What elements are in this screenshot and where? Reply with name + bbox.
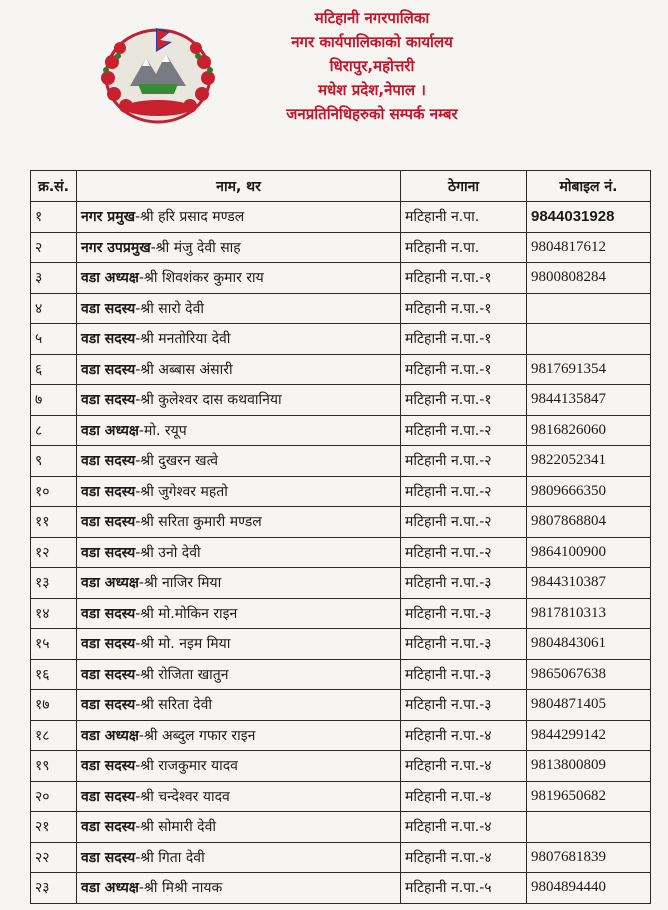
row-address-cell: मटिहानी न.पा.-२ <box>401 446 527 477</box>
row-mobile-cell: 9822052341 <box>527 446 651 477</box>
row-name-cell <box>77 263 401 294</box>
column-header-name: नाम, थर <box>77 171 401 202</box>
person-name: -श्री जुगेश्वर महतो <box>135 483 228 500</box>
row-mobile-cell: 9865067638 <box>527 659 651 690</box>
table-row <box>31 598 651 629</box>
person-name: -श्री हरि प्रसाद मण्डल <box>135 209 245 226</box>
person-name: -श्री मो. नइम मिया <box>135 636 231 653</box>
office-heading <box>232 6 512 126</box>
row-serial-number: ११ <box>31 507 77 538</box>
role-label: नगर उपप्रमुख <box>81 239 151 256</box>
person-name: -श्री सोमारी देवी <box>135 819 217 836</box>
person-name: -श्री अब्बास अंसारी <box>135 361 233 378</box>
row-address-cell: मटिहानी न.पा.-२ <box>401 537 527 568</box>
person-name: -श्री मिश्री नायक <box>138 880 223 897</box>
row-name-cell <box>77 415 401 446</box>
role-label: वडा अध्यक्ष <box>81 727 139 744</box>
row-serial-number: २३ <box>31 873 77 904</box>
row-address-cell: मटिहानी न.पा.-३ <box>401 598 527 629</box>
row-mobile-cell: 9817691354 <box>527 354 651 385</box>
person-name: -श्री दुखरन खत्वे <box>135 453 219 470</box>
column-header-mobile: मोबाइल नं. <box>527 171 651 202</box>
row-serial-number: १९ <box>31 751 77 782</box>
row-serial-number: २० <box>31 781 77 812</box>
row-address-cell: मटिहानी न.पा.-४ <box>401 812 527 843</box>
row-name-cell <box>77 537 401 568</box>
person-name: -श्री राजकुमार यादव <box>135 758 238 775</box>
row-address-cell: मटिहानी न.पा.-१ <box>401 354 527 385</box>
role-label: नगर प्रमुख <box>81 209 136 226</box>
row-name-cell <box>77 842 401 873</box>
table-row <box>31 690 651 721</box>
table-row <box>31 354 651 385</box>
row-mobile-cell: 9816826060 <box>527 415 651 446</box>
row-mobile-cell: 9844310387 <box>527 568 651 599</box>
table-row <box>31 629 651 660</box>
row-name-cell <box>77 690 401 721</box>
person-name: -श्री मो.मोकिन राइन <box>135 605 238 622</box>
role-label: वडा सदस्य <box>81 544 136 561</box>
office-name: नगर कार्यपालिकाको कार्यालय <box>291 33 453 51</box>
role-label: वडा सदस्य <box>81 758 136 775</box>
table-row <box>31 202 651 233</box>
row-address-cell: मटिहानी न.पा.-२ <box>401 476 527 507</box>
row-mobile-cell: 9817810313 <box>527 598 651 629</box>
row-address-cell: मटिहानी न.पा.-३ <box>401 690 527 721</box>
contact-table <box>30 170 651 904</box>
role-label: वडा सदस्य <box>81 697 136 714</box>
row-name-cell <box>77 629 401 660</box>
row-address-cell: मटिहानी न.पा.-४ <box>401 781 527 812</box>
row-name-cell <box>77 232 401 263</box>
person-name: -श्री अब्दुल गफार राइन <box>138 727 256 744</box>
nepal-emblem-icon <box>98 22 218 126</box>
role-label: वडा अध्यक्ष <box>81 880 139 897</box>
row-name-cell <box>77 720 401 751</box>
row-serial-number: २ <box>31 232 77 263</box>
person-name: -श्री सरिता देवी <box>135 697 213 714</box>
row-serial-number: १४ <box>31 598 77 629</box>
row-serial-number: १२ <box>31 537 77 568</box>
row-serial-number: ८ <box>31 415 77 446</box>
role-label: वडा सदस्य <box>81 514 136 531</box>
table-row <box>31 537 651 568</box>
row-address-cell: मटिहानी न.पा.-१ <box>401 324 527 355</box>
row-address-cell: मटिहानी न.पा.-४ <box>401 720 527 751</box>
row-serial-number: १८ <box>31 720 77 751</box>
table-row <box>31 385 651 416</box>
row-name-cell <box>77 324 401 355</box>
row-name-cell <box>77 873 401 904</box>
row-serial-number: १३ <box>31 568 77 599</box>
person-name: -श्री रोजिता खातुन <box>135 666 229 683</box>
role-label: वडा सदस्य <box>81 605 136 622</box>
person-name: -श्री कुलेश्वर दास कथवानिया <box>135 392 282 409</box>
table-row <box>31 446 651 477</box>
table-row <box>31 842 651 873</box>
table-row <box>31 293 651 324</box>
role-label: वडा सदस्य <box>81 483 136 500</box>
row-address-cell: मटिहानी न.पा.-१ <box>401 385 527 416</box>
row-mobile-cell: 9807868804 <box>527 507 651 538</box>
table-row <box>31 232 651 263</box>
row-name-cell <box>77 568 401 599</box>
role-label: वडा सदस्य <box>81 819 136 836</box>
row-mobile-cell: 9807681839 <box>527 842 651 873</box>
person-name: -श्री शिवशंकर कुमार राय <box>138 270 264 287</box>
row-serial-number: ७ <box>31 385 77 416</box>
row-name-cell <box>77 598 401 629</box>
row-mobile-cell: 9804843061 <box>527 629 651 660</box>
row-name-cell <box>77 476 401 507</box>
row-serial-number: ९ <box>31 446 77 477</box>
row-mobile-cell: 9813800809 <box>527 751 651 782</box>
row-serial-number: २२ <box>31 842 77 873</box>
role-label: वडा सदस्य <box>81 636 136 653</box>
row-mobile-cell: 9844031928 <box>527 202 651 233</box>
row-mobile-cell: 9864100900 <box>527 537 651 568</box>
province-country: मधेश प्रदेश,नेपाल । <box>318 81 426 99</box>
row-serial-number: २१ <box>31 812 77 843</box>
row-mobile-cell: 9809666350 <box>527 476 651 507</box>
municipality-name: मटिहानी नगरपालिका <box>314 9 430 27</box>
person-name: -श्री नाजिर मिया <box>138 575 222 592</box>
row-mobile-cell: 9804894440 <box>527 873 651 904</box>
table-row <box>31 781 651 812</box>
table-row <box>31 324 651 355</box>
person-name: -मो. रयूप <box>138 422 187 439</box>
row-mobile-cell <box>527 293 651 324</box>
role-label: वडा सदस्य <box>81 666 136 683</box>
row-serial-number: १६ <box>31 659 77 690</box>
person-name: -श्री उनो देवी <box>135 544 201 561</box>
role-label: वडा सदस्य <box>81 392 136 409</box>
table-row <box>31 751 651 782</box>
role-label: वडा सदस्य <box>81 300 136 317</box>
row-address-cell: मटिहानी न.पा.-४ <box>401 842 527 873</box>
row-serial-number: १५ <box>31 629 77 660</box>
table-row <box>31 507 651 538</box>
table-row <box>31 415 651 446</box>
table-row <box>31 812 651 843</box>
row-mobile-cell: 9800808284 <box>527 263 651 294</box>
table-row <box>31 659 651 690</box>
table-header-row <box>31 171 651 202</box>
row-mobile-cell: 9844299142 <box>527 720 651 751</box>
row-serial-number: ३ <box>31 263 77 294</box>
row-serial-number: १ <box>31 202 77 233</box>
row-name-cell <box>77 781 401 812</box>
role-label: वडा अध्यक्ष <box>81 270 139 287</box>
row-mobile-cell: 9819650682 <box>527 781 651 812</box>
row-address-cell: मटिहानी न.पा.-१ <box>401 293 527 324</box>
row-serial-number: ४ <box>31 293 77 324</box>
row-name-cell <box>77 812 401 843</box>
column-header-address: ठेगाना <box>401 171 527 202</box>
row-mobile-cell <box>527 812 651 843</box>
row-address-cell: मटिहानी न.पा.-५ <box>401 873 527 904</box>
row-address-cell: मटिहानी न.पा.-३ <box>401 568 527 599</box>
person-name: -श्री सारो देवी <box>135 300 205 317</box>
row-address-cell: मटिहानी न.पा.-२ <box>401 415 527 446</box>
row-name-cell <box>77 751 401 782</box>
row-address-cell: मटिहानी न.पा.-३ <box>401 659 527 690</box>
table-row <box>31 476 651 507</box>
table-row <box>31 720 651 751</box>
row-name-cell <box>77 659 401 690</box>
row-name-cell <box>77 507 401 538</box>
role-label: वडा सदस्य <box>81 361 136 378</box>
row-mobile-cell: 9844135847 <box>527 385 651 416</box>
role-label: वडा सदस्य <box>81 788 136 805</box>
row-address-cell: मटिहानी न.पा.-३ <box>401 629 527 660</box>
row-serial-number: १७ <box>31 690 77 721</box>
row-serial-number: ६ <box>31 354 77 385</box>
row-serial-number: १० <box>31 476 77 507</box>
table-row <box>31 263 651 294</box>
row-name-cell <box>77 202 401 233</box>
role-label: वडा सदस्य <box>81 453 136 470</box>
person-name: -श्री चन्देश्वर यादव <box>135 788 230 805</box>
role-label: वडा सदस्य <box>81 331 136 348</box>
document-title: जनप्रतिनिधिहरुको सम्पर्क नम्बर <box>286 105 458 123</box>
row-mobile-cell <box>527 324 651 355</box>
row-address-cell: मटिहानी न.पा.-२ <box>401 507 527 538</box>
office-location: धिरापुर,महोत्तरी <box>329 57 415 75</box>
person-name: -श्री मंजु देवी साह <box>150 239 241 256</box>
row-mobile-cell: 9804817612 <box>527 232 651 263</box>
role-label: वडा अध्यक्ष <box>81 422 139 439</box>
person-name: -श्री सरिता कुमारी मण्डल <box>135 514 262 531</box>
row-mobile-cell: 9804871405 <box>527 690 651 721</box>
row-address-cell: मटिहानी न.पा.-४ <box>401 751 527 782</box>
document-header <box>0 0 668 160</box>
row-name-cell <box>77 446 401 477</box>
role-label: वडा अध्यक्ष <box>81 575 139 592</box>
row-address-cell: मटिहानी न.पा.-१ <box>401 263 527 294</box>
row-address-cell: मटिहानी न.पा. <box>401 202 527 233</box>
row-name-cell <box>77 293 401 324</box>
row-name-cell <box>77 385 401 416</box>
column-header-sn: क्र.सं. <box>31 171 77 202</box>
row-serial-number: ५ <box>31 324 77 355</box>
person-name: -श्री गिता देवी <box>135 849 205 866</box>
table-row <box>31 568 651 599</box>
row-name-cell <box>77 354 401 385</box>
person-name: -श्री मनतोरिया देवी <box>135 331 231 348</box>
row-address-cell: मटिहानी न.पा. <box>401 232 527 263</box>
role-label: वडा सदस्य <box>81 849 136 866</box>
table-row <box>31 873 651 904</box>
